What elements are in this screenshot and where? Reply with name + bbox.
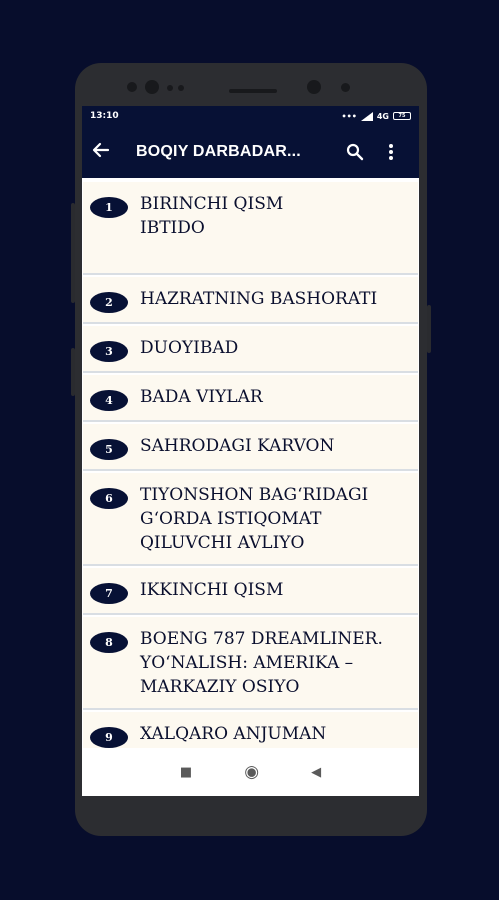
home-button[interactable]: ◉ (244, 761, 260, 782)
chapter-number-badge: 4 (90, 390, 128, 411)
system-nav-bar (82, 748, 419, 796)
chapter-number-badge: 7 (90, 583, 128, 604)
chapter-title-line: BOENG 787 DREAMLINER. (140, 629, 383, 649)
chapter-title (140, 192, 283, 264)
sensor-dot (127, 82, 137, 92)
chapter-title-line: BIRINCHI QISM (140, 194, 284, 214)
status-icons (342, 112, 411, 121)
notification-dots-icon: ••• (341, 111, 357, 121)
more-vert-icon[interactable] (373, 143, 409, 161)
chapter-title-line: XALQARO ANJUMAN (140, 724, 327, 744)
front-camera (145, 80, 159, 94)
chapter-title (140, 434, 334, 458)
chapter-title-line: IKKINCHI QISM (140, 580, 284, 600)
chapter-title-line: HAZRATNING BASHORATI (140, 289, 378, 309)
sensor-dot (178, 85, 184, 91)
chapter-title-line: MARKAZIY OSIYO (140, 677, 300, 697)
recents-button[interactable]: ■ (179, 764, 193, 780)
chapter-item[interactable] (83, 617, 418, 710)
chapter-title (140, 578, 283, 602)
chapter-item[interactable] (83, 326, 418, 373)
chapter-title-line: QILUVCHI AVLIYO (140, 533, 305, 553)
screen (82, 106, 419, 796)
chapter-number-badge: 3 (90, 341, 128, 362)
chapter-title-line: G‘ORDA ISTIQOMAT (140, 509, 322, 529)
chapter-title-line: TIYONSHON BAG‘RIDAGI (140, 485, 369, 505)
chapter-title-line (140, 240, 283, 264)
network-label: 4G (376, 111, 389, 121)
app-bar (82, 126, 419, 178)
chapter-title-line: YO‘NALISH: AMERIKA – (140, 653, 354, 673)
status-bar (82, 106, 419, 126)
search-icon[interactable] (337, 143, 373, 161)
chapter-list (82, 178, 419, 748)
chapter-number-badge: 5 (90, 439, 128, 460)
chapter-title (140, 385, 263, 409)
chapter-item[interactable] (83, 277, 418, 324)
power-button (427, 305, 431, 353)
chapter-number-badge: 2 (90, 292, 128, 313)
chapter-item[interactable] (83, 568, 418, 615)
chapter-title (140, 627, 383, 699)
arrow-left-icon[interactable] (92, 140, 136, 164)
status-time: 13:10 (90, 111, 119, 121)
chapter-title-line: SAHRODAGI KARVON (140, 436, 335, 456)
chapter-number-badge: 9 (90, 727, 128, 748)
chapter-title-line: DUOYIBAD (140, 338, 239, 358)
chapter-title-line: IBTIDO (140, 218, 205, 238)
chapter-item[interactable] (83, 424, 418, 471)
battery-level: 75 (398, 113, 406, 119)
earpiece-speaker (229, 89, 277, 93)
chapter-number-badge: 1 (90, 197, 128, 218)
signal-icon (361, 112, 373, 121)
volume-button (71, 203, 75, 303)
battery-icon (393, 112, 411, 120)
chapter-item[interactable] (83, 182, 418, 275)
chapter-title (140, 287, 377, 311)
chapter-title (140, 483, 368, 555)
chapter-title (140, 336, 238, 360)
chapter-item[interactable] (83, 712, 418, 748)
chapter-number-badge: 6 (90, 488, 128, 509)
chapter-title (140, 722, 326, 746)
chapter-item[interactable] (83, 375, 418, 422)
chapter-item[interactable] (83, 473, 418, 566)
volume-button-lower (71, 348, 75, 396)
back-button[interactable]: ◀ (311, 764, 322, 780)
chapter-number-badge: 8 (90, 632, 128, 653)
chapter-title-line: BADA VIYLAR (140, 387, 263, 407)
sensor-dot (341, 83, 350, 92)
sensor-dot (167, 85, 173, 91)
page-title: BOQIY DARBADAR... (136, 143, 301, 160)
phone-frame (75, 63, 427, 836)
sensor-dot (307, 80, 321, 94)
